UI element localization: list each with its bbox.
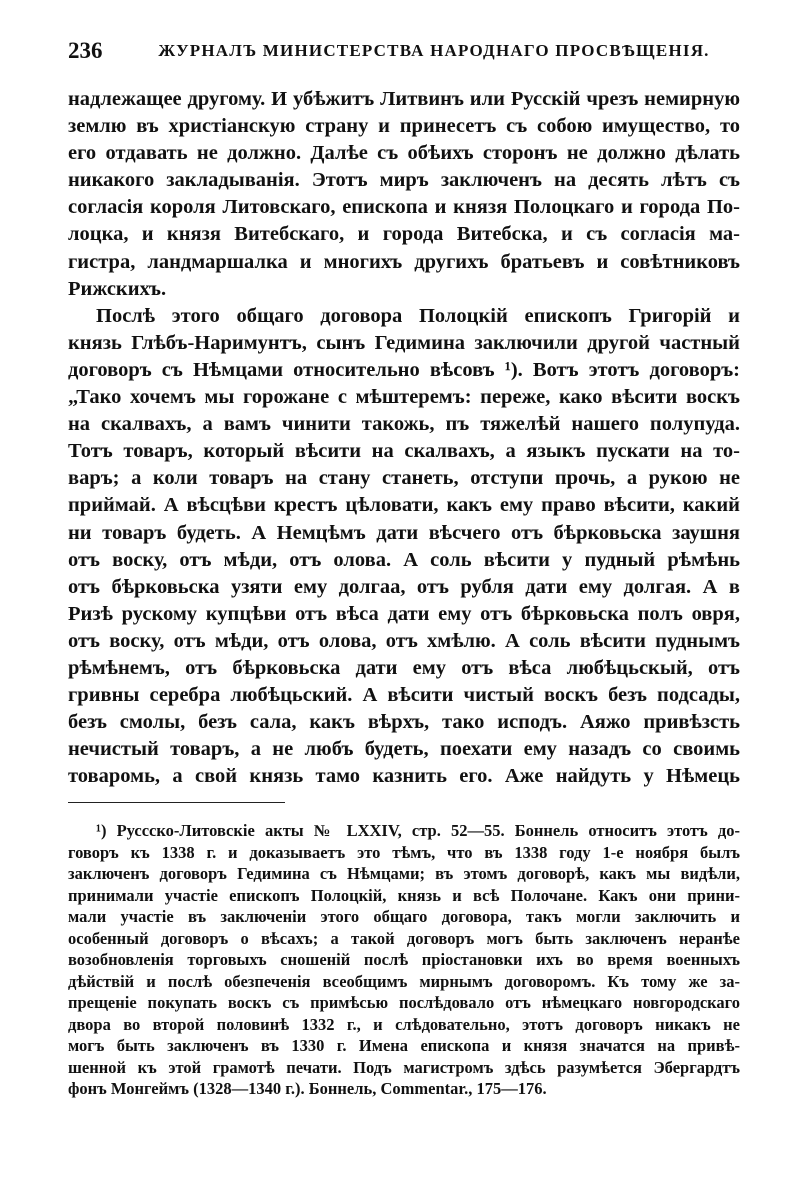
text-line: варъ; а коли товаръ на стану станеть, отступи прочь, а рукою не <box>68 467 740 490</box>
running-title: ЖУРНАЛЪ МИНИСТЕРСТВА НАРОДНАГО ПРОСВѢЩЕНІЯ. <box>158 41 710 60</box>
footnote-line: могъ быть заключенъ въ 1330 г. Имена епископа и князя значатся на привѣ- <box>68 1036 740 1055</box>
page-number: 236 <box>68 38 103 63</box>
footnote-line: особенный договоръ о вѣсахъ; а такой договоръ могъ быть заключенъ неранѣе <box>68 928 740 948</box>
text-line: нечистый товаръ, а не любъ будеть, поехати ему назадъ со своимь <box>68 738 740 761</box>
text-line: рѣмѣнемъ, отъ бѣрковьска дати ему отъ вѣса любѣцьскый, отъ <box>68 656 740 679</box>
text-line: отъ воску, отъ мѣди, отъ олова. А соль вѣсити у пудный рѣмѣнь <box>68 548 740 571</box>
text-line: безъ смолы, безъ сала, какъ вѣрхъ, тако исподъ. Аяжо привѣзсть <box>68 711 740 734</box>
text-line: Рижскихъ. <box>68 277 167 300</box>
text-line: его отдавать не должно. Далѣе съ обѣихъ сторонъ не должно дѣлать <box>68 142 740 165</box>
page-header <box>68 38 740 66</box>
text-line: отъ воску, отъ мѣди, отъ олова, отъ хмѣлю. А соль вѣсити пуднымъ <box>68 629 740 652</box>
footnote-line: возобновленія торговыхъ сношеній послѣ пріостановки ихъ во время военныхъ <box>68 950 740 969</box>
text-line: приймай. А вѣсцѣви крестъ цѣловати, какъ ему право вѣсити, какий <box>68 494 740 517</box>
text-line: лоцка, и князя Витебскаго, и города Витебска, и съ согласія ма- <box>68 223 740 246</box>
text-line: согласія короля Литовскаго, епископа и князя Полоцкаго и города По- <box>68 196 740 219</box>
footnote-line: прещеніе покупать воскъ съ примѣсью послѣдовало отъ нѣмецкаго новгородскаго <box>68 993 740 1012</box>
text-line: „Тако хочемъ мы горожане с мѣштеремъ: переже, како вѣсити воскъ <box>68 386 740 409</box>
text-line: гривны серебра любѣцьский. А вѣсити чистый воскъ безъ подсады, <box>68 684 740 707</box>
footnote-line: ¹) Руссско-Литовскіе акты № LXXIV, стр. 52—55. Боннель относитъ этотъ до- <box>96 821 740 840</box>
footnotes <box>68 820 740 1100</box>
text-line: князь Глѣбъ-Наримунтъ, сынъ Гедимина заключили другой частный <box>68 331 740 354</box>
footnote-line: двора во второй половинѣ 1332 г., и слѣдовательно, этотъ договоръ никакъ не <box>68 1014 740 1034</box>
footnote-line: говоръ къ 1338 г. и доказываетъ это тѣмъ, что въ 1338 году 1-е ноября былъ <box>68 842 740 862</box>
main-text <box>68 86 740 790</box>
text-line: на скалвахъ, а вамъ чинити такожь, пъ тяжелѣй нашего полупуда. <box>68 413 740 436</box>
footnote-divider <box>68 802 285 803</box>
text-line: Послѣ этого общаго договора Полоцкій епископъ Григорій и <box>96 304 740 327</box>
text-line: надлежащее другому. И убѣжитъ Литвинъ или Русскій чрезъ немирную <box>68 88 740 110</box>
footnote-line: дѣйствій и послѣ обезпеченія всеобщимъ мирнымъ договоромъ. Къ тому же за- <box>68 971 740 991</box>
footnote-line: шенной къ этой грамотѣ печати. Подъ магистромъ здѣсь разумѣется Эбергардтъ <box>68 1057 740 1077</box>
footnote-line: принимали участіе епископъ Полоцкій, князь и всѣ Полочане. Какъ они прини- <box>68 885 740 905</box>
footnote-line: фонъ Монгеймъ (1328—1340 г.). Боннель, Commentar., 175—176. <box>68 1079 547 1098</box>
footnote-line: заключенъ договоръ Гедимина съ Нѣмцами; въ этомъ договорѣ, какъ мы видѣли, <box>68 864 740 883</box>
text-line: отъ бѣрковьска узяти ему долгаа, отъ рубля дати ему долгая. А в <box>68 575 740 598</box>
text-line: договоръ съ Нѣмцами относительно вѣсовъ ¹). Вотъ этотъ договоръ: <box>68 358 740 381</box>
text-line: никакого закладыванія. Этотъ миръ заключенъ на десять лѣтъ съ <box>68 169 740 192</box>
text-line: Ризѣ рускому купцѣви отъ вѣса дати ему отъ бѣрковьска полъ овря, <box>68 602 740 625</box>
text-line: ни товаръ будеть. А Немцѣмъ дати вѣсчего отъ бѣрковьска заушня <box>68 521 740 544</box>
text-line: товаромь, а свой князь тамо казнить его. Аже найдуть у Нѣмець <box>68 765 740 788</box>
text-line: Тотъ товаръ, который вѣсити на скалвахъ, а языкъ пускати на то- <box>68 440 740 463</box>
text-line: землю въ христіанскую страну и принесетъ съ собою имущество, то <box>68 115 740 138</box>
footnote-line: мали участіе въ заключеніи этого общаго договора, такъ могли заключить и <box>68 907 740 926</box>
text-line: гистра, ландмаршалка и многихъ другихъ братьевъ и совѣтниковъ <box>68 250 740 273</box>
